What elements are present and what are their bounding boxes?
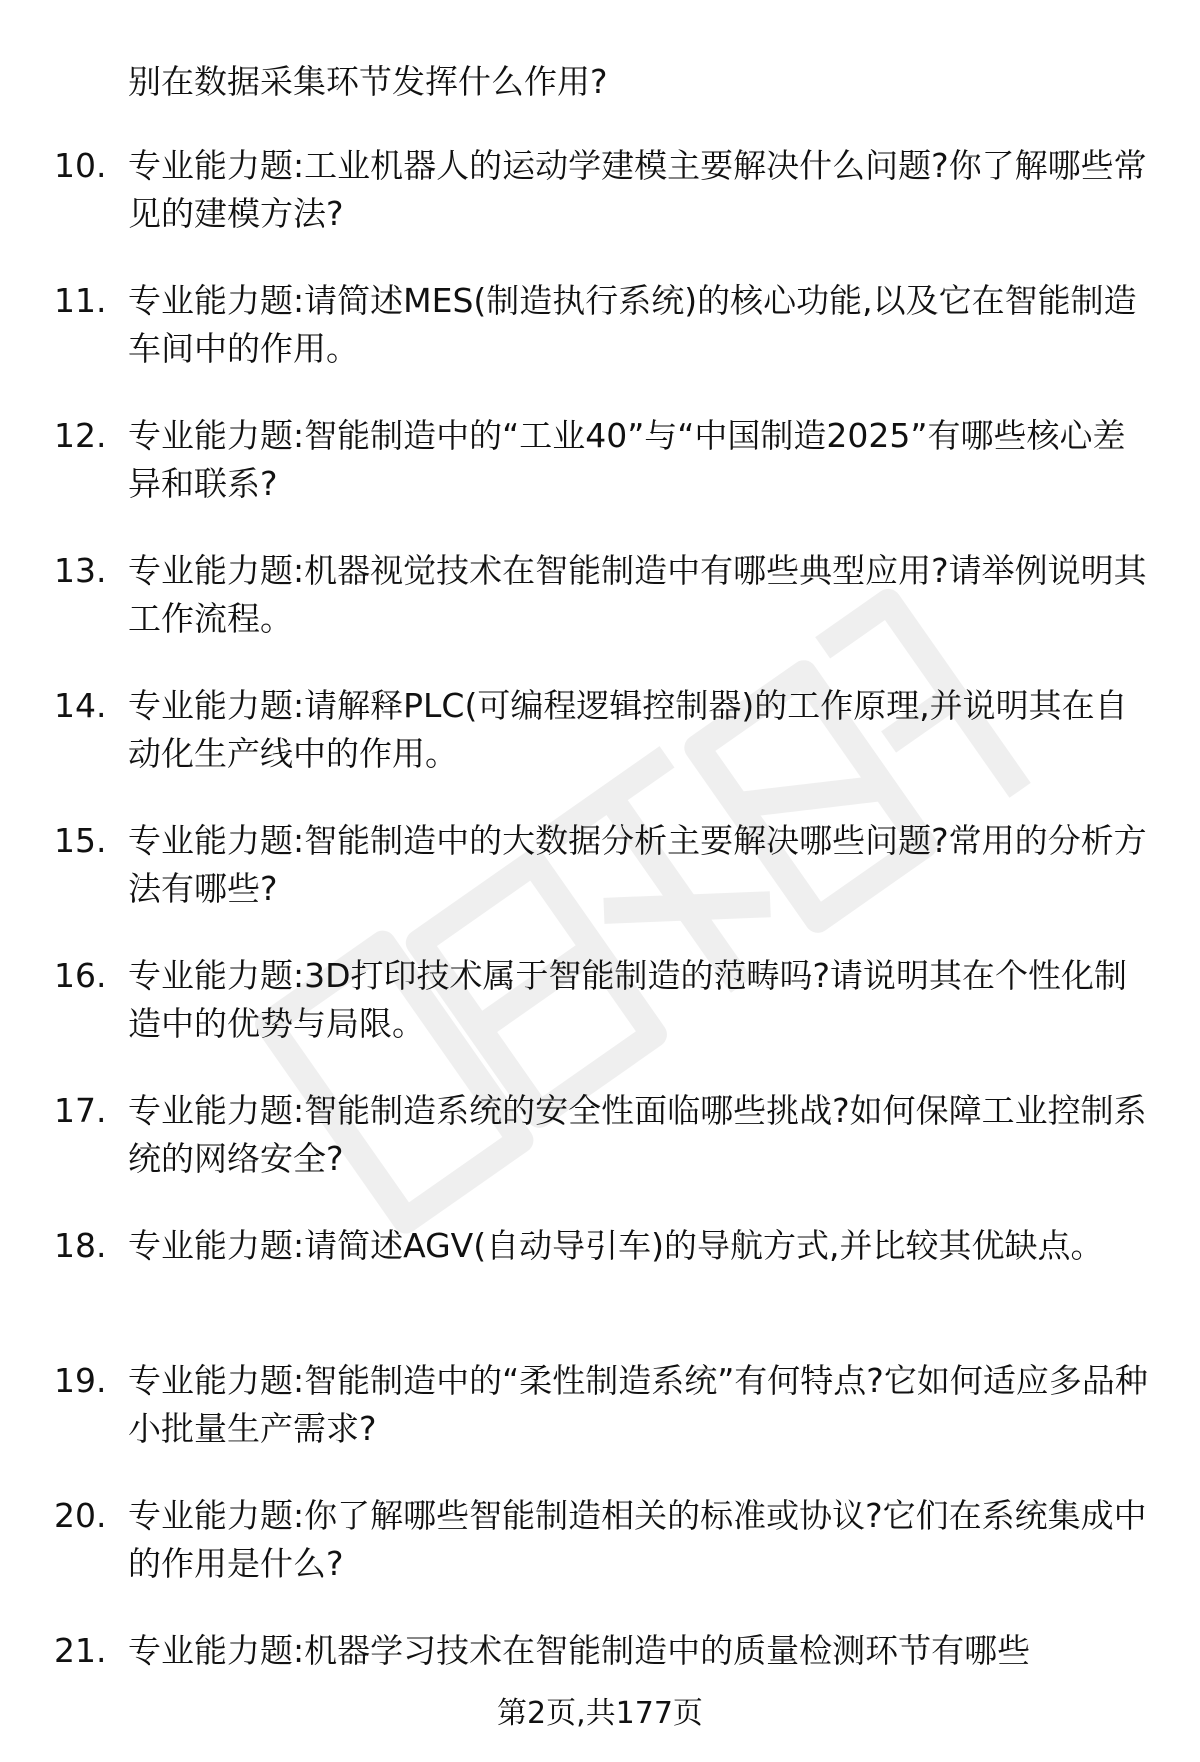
question-text: 专业能力题:3D打印技术属于智能制造的范畴吗?请说明其在个性化制造中的优势与局限。: [128, 956, 1128, 1043]
question-number: 20.: [54, 1496, 107, 1535]
question-text: 专业能力题:工业机器人的运动学建模主要解决什么问题?你了解哪些常见的建模方法?: [128, 146, 1147, 233]
question-item: [0, 682, 1200, 817]
question-number: 18.: [54, 1226, 107, 1265]
question-item: [0, 1357, 1200, 1492]
question-item: [0, 142, 1200, 277]
question-number: 17.: [54, 1091, 107, 1130]
question-text: 专业能力题:机器学习技术在智能制造中的质量检测环节有哪些: [128, 1631, 1031, 1670]
question-text: 专业能力题:请解释PLC(可编程逻辑控制器)的工作原理,并说明其在自动化生产线中的作用。: [128, 686, 1128, 773]
question-number: 10.: [54, 146, 107, 185]
question-number: 16.: [54, 956, 107, 995]
question-item: [0, 952, 1200, 1087]
question-number: 15.: [54, 821, 107, 860]
page-footer: 第2页,共177页: [497, 1696, 703, 1731]
question-text: 专业能力题:智能制造中的大数据分析主要解决哪些问题?常用的分析方法有哪些?: [128, 821, 1147, 908]
question-number: 21.: [54, 1631, 107, 1670]
question-text: 专业能力题:智能制造中的“柔性制造系统”有何特点?它如何适应多品种小批量生产需求?: [128, 1361, 1148, 1448]
question-number: 14.: [54, 686, 107, 725]
question-item: [0, 412, 1200, 547]
question-item: [0, 547, 1200, 682]
question-item: [0, 1222, 1200, 1357]
question-item: [0, 1492, 1200, 1627]
continued-question-text: 别在数据采集环节发挥什么作用?: [128, 62, 608, 101]
question-item: [0, 817, 1200, 952]
question-number: 13.: [54, 551, 107, 590]
question-list: [0, 142, 1200, 1762]
question-text: 专业能力题:机器视觉技术在智能制造中有哪些典型应用?请举例说明其工作流程。: [128, 551, 1147, 638]
question-item: [0, 1087, 1200, 1222]
question-number: 11.: [54, 281, 107, 320]
question-text: 专业能力题:请简述AGV(自动导引车)的导航方式,并比较其优缺点。: [128, 1226, 1104, 1265]
question-text: 专业能力题:智能制造中的“工业40”与“中国制造2025”有哪些核心差异和联系?: [128, 416, 1126, 503]
question-text: 专业能力题:智能制造系统的安全性面临哪些挑战?如何保障工业控制系统的网络安全?: [128, 1091, 1147, 1178]
question-number: 12.: [54, 416, 107, 455]
question-number: 19.: [54, 1361, 107, 1400]
question-text: 专业能力题:你了解哪些智能制造相关的标准或协议?它们在系统集成中的作用是什么?: [128, 1496, 1147, 1583]
question-item: [0, 277, 1200, 412]
question-text: 专业能力题:请简述MES(制造执行系统)的核心功能,以及它在智能制造车间中的作用。: [128, 281, 1137, 368]
